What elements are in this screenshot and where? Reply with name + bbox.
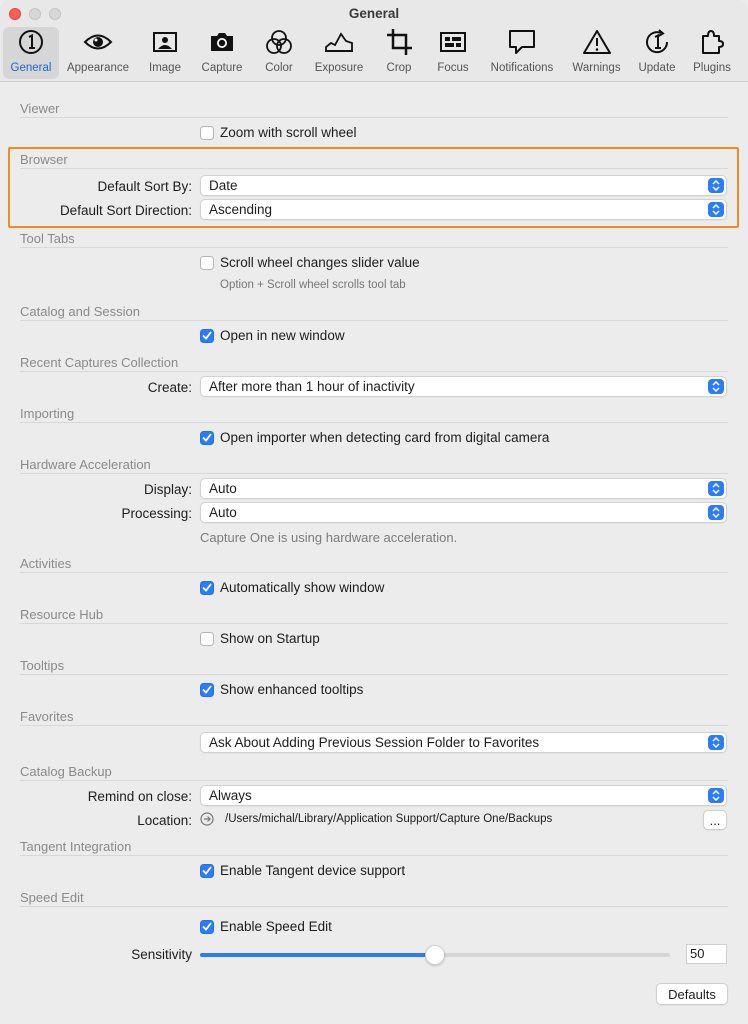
section-browser: Browser — [20, 152, 68, 167]
tab-appearance[interactable] — [64, 27, 132, 79]
section-catalog-session: Catalog and Session — [20, 304, 140, 319]
divider — [20, 168, 728, 169]
tab-label: Notifications — [490, 62, 554, 74]
section-tooltips: Tooltips — [20, 658, 65, 673]
arrow-circle-icon[interactable] — [200, 812, 214, 826]
divider — [20, 725, 728, 726]
tab-label: Warnings — [572, 62, 621, 74]
popup-value: Auto — [209, 481, 237, 496]
tab-label: Color — [265, 62, 293, 74]
image-icon — [153, 27, 177, 57]
location-label: Location: — [137, 813, 192, 828]
checkbox-box[interactable] — [200, 256, 214, 270]
scroll-slider-checkbox[interactable] — [200, 255, 420, 270]
sensitivity-slider[interactable] — [200, 953, 670, 957]
checkbox-box[interactable] — [200, 126, 214, 140]
display-popup[interactable] — [200, 478, 727, 499]
speech-bubble-icon — [508, 27, 536, 57]
checkbox-label: Scroll wheel changes slider value — [220, 255, 420, 270]
titlebar — [0, 0, 748, 82]
popup-value: Date — [209, 178, 238, 193]
sensitivity-label: Sensitivity — [131, 947, 192, 962]
divider — [20, 572, 728, 573]
section-activities: Activities — [20, 556, 72, 571]
update-icon — [643, 27, 671, 57]
checkbox-box[interactable] — [200, 864, 214, 878]
divider — [20, 623, 728, 624]
divider — [20, 855, 728, 856]
favorites-popup[interactable] — [200, 732, 727, 753]
sort-direction-label: Default Sort Direction: — [59, 203, 192, 218]
chevron-updown-icon — [708, 481, 724, 496]
checkbox-box[interactable] — [200, 683, 214, 697]
histogram-icon — [324, 27, 354, 57]
slider-knob[interactable] — [425, 945, 445, 965]
chevron-updown-icon — [708, 202, 724, 217]
tab-label: Capture — [201, 62, 243, 74]
section-catalog-backup: Catalog Backup — [20, 764, 112, 779]
tab-label: Exposure — [314, 62, 364, 74]
checkbox-label: Enable Tangent device support — [220, 863, 406, 878]
tab-focus[interactable] — [432, 27, 474, 79]
popup-value: Auto — [209, 505, 237, 520]
section-recent-captures: Recent Captures Collection — [20, 355, 179, 370]
tool-tab-hint: Option + Scroll wheel scrolls tool tab — [220, 279, 406, 291]
divider — [20, 320, 728, 321]
section-tool-tabs: Tool Tabs — [20, 231, 75, 246]
tab-label: Image — [149, 62, 181, 74]
preferences-content — [0, 83, 748, 1024]
hardware-status: Capture One is using hardware acceleration. — [200, 530, 458, 545]
sort-by-label: Default Sort By: — [97, 179, 192, 194]
tab-label: Crop — [386, 62, 412, 74]
tab-capture[interactable] — [196, 27, 248, 79]
defaults-button[interactable]: Defaults — [656, 983, 728, 1005]
open-importer-checkbox[interactable] — [200, 430, 549, 445]
tab-warnings[interactable] — [569, 27, 624, 79]
divider — [20, 473, 728, 474]
divider — [20, 371, 728, 372]
focus-icon — [440, 27, 466, 57]
checkbox-label: Zoom with scroll wheel — [220, 125, 357, 140]
tab-update[interactable] — [634, 27, 680, 79]
section-tangent: Tangent Integration — [20, 839, 132, 854]
checkbox-box[interactable] — [200, 581, 214, 595]
backup-path[interactable] — [200, 812, 552, 826]
divider — [20, 780, 728, 781]
new-window-checkbox[interactable] — [200, 328, 345, 343]
processing-label: Processing: — [121, 506, 192, 521]
tangent-checkbox[interactable] — [200, 863, 405, 878]
section-resource-hub: Resource Hub — [20, 607, 104, 622]
processing-popup[interactable] — [200, 502, 727, 523]
backup-path-text: /Users/michal/Library/Application Support/Capture One/Backups — [225, 813, 553, 825]
section-hardware: Hardware Acceleration — [20, 457, 151, 472]
divider — [20, 247, 728, 248]
checkbox-box[interactable] — [200, 431, 214, 445]
tab-exposure[interactable] — [310, 27, 368, 79]
eye-icon — [83, 27, 113, 57]
popup-value: After more than 1 hour of inactivity — [209, 379, 415, 394]
tab-label: Focus — [437, 62, 469, 74]
chevron-updown-icon — [708, 178, 724, 193]
show-startup-checkbox[interactable] — [200, 631, 320, 646]
checkbox-box[interactable] — [200, 632, 214, 646]
speed-edit-checkbox[interactable] — [200, 919, 332, 934]
popup-value: Always — [209, 788, 252, 803]
checkbox-label: Open importer when detecting card from digital camera — [220, 430, 550, 445]
sort-by-popup[interactable] — [200, 175, 727, 196]
section-viewer: Viewer — [20, 101, 60, 116]
tab-color[interactable] — [258, 27, 300, 79]
remind-popup[interactable] — [200, 785, 727, 806]
sort-direction-popup[interactable] — [200, 199, 727, 220]
chevron-updown-icon — [708, 379, 724, 394]
remind-label: Remind on close: — [87, 789, 192, 804]
warning-triangle-icon — [583, 27, 611, 57]
section-speed-edit: Speed Edit — [20, 890, 84, 905]
camera-icon — [209, 27, 235, 57]
tab-label: General — [10, 62, 52, 74]
enhanced-tooltips-checkbox[interactable] — [200, 682, 363, 697]
puzzle-icon — [699, 27, 725, 57]
display-label: Display: — [143, 482, 192, 497]
tab-label: Plugins — [693, 62, 731, 74]
slider-fill — [200, 953, 435, 957]
tab-label: Appearance — [66, 62, 130, 74]
checkbox-label: Show on Startup — [220, 631, 320, 646]
checkbox-box[interactable] — [200, 329, 214, 343]
tab-general[interactable] — [3, 27, 59, 79]
window-title: General — [348, 6, 400, 21]
browse-button[interactable]: ... — [703, 810, 727, 830]
zoom-scroll-checkbox[interactable] — [200, 125, 357, 140]
checkbox-label: Enable Speed Edit — [220, 919, 332, 934]
tab-plugins[interactable] — [689, 27, 735, 79]
auto-show-checkbox[interactable] — [200, 580, 384, 595]
tab-notifications[interactable] — [486, 27, 558, 79]
checkbox-label: Open in new window — [220, 328, 345, 343]
tab-label: Update — [638, 62, 676, 74]
divider — [20, 117, 728, 118]
section-importing: Importing — [20, 406, 75, 421]
color-circles-icon — [265, 27, 293, 57]
divider — [20, 906, 728, 907]
divider — [20, 674, 728, 675]
popup-value: Ascending — [209, 202, 273, 217]
section-favorites: Favorites — [20, 709, 74, 724]
chevron-updown-icon — [708, 505, 724, 520]
divider — [20, 422, 728, 423]
tab-image[interactable] — [142, 27, 188, 79]
create-popup[interactable] — [200, 376, 727, 397]
checkbox-label: Show enhanced tooltips — [220, 682, 364, 697]
checkbox-label: Automatically show window — [220, 580, 385, 595]
popup-value: Ask About Adding Previous Session Folder to Favorites — [209, 735, 540, 750]
create-label: Create: — [147, 380, 192, 395]
general-icon — [18, 27, 44, 57]
crop-icon — [386, 27, 412, 57]
checkbox-box[interactable] — [200, 920, 214, 934]
sensitivity-field[interactable]: 50 — [686, 944, 727, 964]
tab-crop[interactable] — [378, 27, 420, 79]
chevron-updown-icon — [708, 735, 724, 750]
chevron-updown-icon — [708, 788, 724, 803]
